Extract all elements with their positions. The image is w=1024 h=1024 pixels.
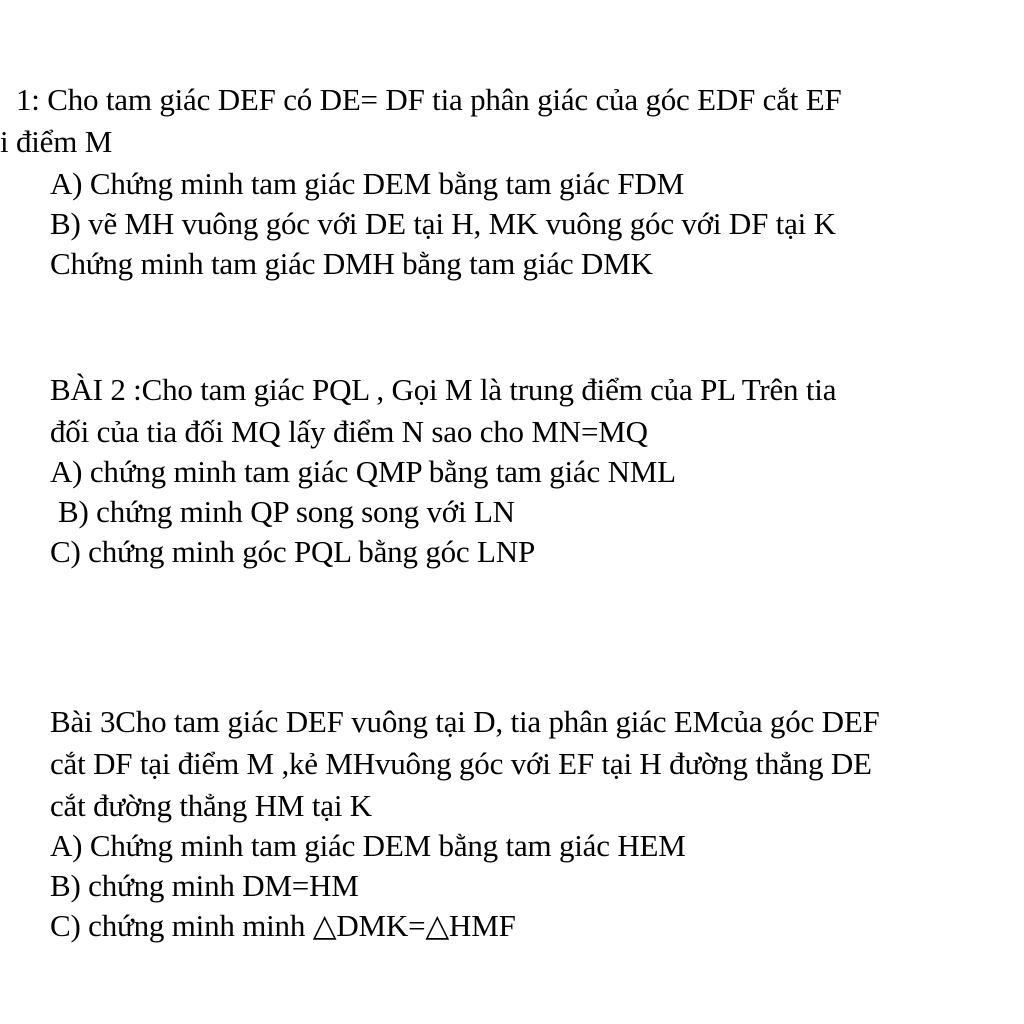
- problem-1-line-1: 1: Cho tam giác DEF có DE= DF tia phân giác của góc EDF cắt EF: [16, 82, 842, 117]
- problem-1-line-2: i điểm M: [0, 124, 113, 159]
- problem-3-part-a: A) Chứng minh tam giác DEM bằng tam giác HEM: [50, 828, 686, 863]
- problem-2-part-b: B) chứng minh QP song song với LN: [58, 494, 515, 529]
- problem-2-line-1: BÀI 2 :Cho tam giác PQL , Gọi M là trung điểm của PL Trên tia: [50, 372, 837, 407]
- problem-1-part-b: B) vẽ MH vuông góc với DE tại H, MK vuông góc với DF tại K: [50, 206, 836, 241]
- problem-1-part-b-cont: Chứng minh tam giác DMH bằng tam giác DMK: [50, 246, 653, 281]
- problem-2-part-a: A) chứng minh tam giác QMP bằng tam giác NML: [50, 454, 676, 489]
- problem-1-part-a: A) Chứng minh tam giác DEM bằng tam giác FDM: [50, 166, 684, 201]
- problem-3-line-3: cắt đường thẳng HM tại K: [50, 788, 372, 823]
- problem-2-part-c: C) chứng minh góc PQL bằng góc LNP: [50, 534, 535, 569]
- problem-2-line-2: đối của tia đối MQ lấy điểm N sao cho MN=MQ: [50, 414, 648, 449]
- problem-3-line-1: Bài 3Cho tam giác DEF vuông tại D, tia phân giác EMcủa góc DEF: [50, 704, 880, 739]
- problem-3-part-b: B) chứng minh DM=HM: [50, 868, 359, 903]
- problem-3-part-c: C) chứng minh minh △DMK=△HMF: [50, 908, 516, 943]
- problem-3-line-2: cắt DF tại điểm M ,kẻ MHvuông góc với EF tại H đường thẳng DE: [50, 746, 872, 781]
